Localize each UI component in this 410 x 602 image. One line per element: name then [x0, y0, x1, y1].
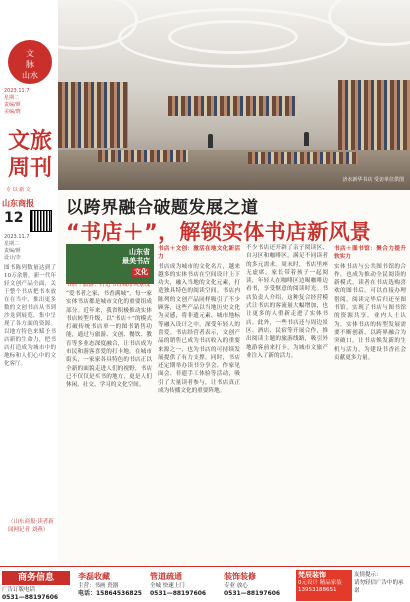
- classified-ads: [0, 566, 410, 602]
- section-heading-2: 书店＋文创：激活在地文化新活力: [158, 246, 240, 261]
- ad-collection-tel[interactable]: 电话：15864536825: [78, 590, 142, 597]
- sidebar-article-text: 图书陈列数量达到了10万余册，新一代年轻文创产品全面，关于整个书店把书本放在在当中，推出更多数的文创书店从书到沙龙到展览，集中呈现了各方面的资源。以地方特色来赋予书店新的生命力，把书店打造成为城市中的地标和人们心中的文化客厅。: [4, 265, 56, 367]
- seal-char-bottom: 山水: [22, 71, 38, 80]
- section-title-line-1: 文旅: [7, 129, 52, 154]
- ad-hot-tel[interactable]: 13953188651: [298, 587, 337, 593]
- left-masthead: [0, 0, 58, 602]
- bookshelf-center: [168, 96, 298, 116]
- meta-line-1: 2023.11.7: [4, 234, 30, 240]
- section-heading-1: 书店＋旅游：打造书香城市风景线: [66, 282, 150, 288]
- meta-line-4: 设计/李: [4, 255, 21, 261]
- column-2-text: 书店成为城市的文化名片，越来越多的实体书店在空间设计上下功夫，融入当地的文化元素，打造独具特色的阅读空间。书店内陈列的文创产品同样吸引了不少顾客，这些产品以当地历史文化为灵感，将非遗元素、城市地标等融入设计之中，深受年轻人的喜爱。书店经营者表示，文创产品的销售已成为书店收入的重要来源之一，也为书店的可持续发展提供了有力支撑。同时，书店还定期举办读书分享会、作家见面会、非遗手工体验等活动，吸引了大量读者参与，让书店真正成为传播文化的重要阵地。: [158, 263, 240, 395]
- ad-plumbing: [150, 571, 218, 601]
- inset-label-line-1: 山东省: [129, 248, 150, 256]
- article-column-4: [334, 244, 406, 566]
- article-column-3: [246, 244, 328, 566]
- ad-plumbing-title: 管道疏通: [150, 572, 182, 581]
- ad-business-tel[interactable]: 0531—88197606: [2, 594, 59, 601]
- column-3-text: 不少书店还开辟了亲子阅读区、自习区和咖啡区，满足不同读者的多元需求。周末时，书店里座无虚席，家长带着孩子一起阅读，年轻人在咖啡区边喝咖啡边看书，享受惬意的阅读时光。书店负责人介绍，这种复合经营模式让书店的客流量大幅增加，也让更多的人重新走进了实体书店。此外，一些书店还与周边景区、酒店、民宿等开展合作，推出阅读主题的旅游线路，吸引外地游客前来打卡，为城市文旅产业注入了新的活力。: [246, 245, 328, 359]
- article-column-2: [158, 244, 240, 566]
- column-4-text: 实体书店与公共图书馆的合作，也成为推动全民阅读的新模式。读者在书店选购喜欢的图书后，可以直接办理借阅，阅读完毕后归还至图书馆，实现了书店与图书馆的资源共享。业内人士认为，实体书店的转型发展需要不断创新，以跨界融合为突破口，让书店焕发新的生机与活力，为建设书香社会贡献更多力量。: [334, 263, 406, 361]
- ad-decoration-tel[interactable]: 0531—88197606: [224, 590, 281, 597]
- ad-notice-line: 请勿轻信广告中的承诺: [354, 580, 404, 594]
- ad-hot-title: 梵辰装饰: [298, 571, 326, 579]
- photo-caption: 济水新华书店 受访单位供图: [342, 177, 404, 183]
- ad-collection-line: 主营：书画 瓷器: [78, 583, 119, 589]
- visitor-figure: [208, 134, 213, 148]
- book-table-left: [98, 150, 188, 162]
- sidebar-byline: （山东商报·读者新闻网记者 刘燕）: [8, 519, 54, 533]
- meta-line-2: 星期二: [4, 241, 20, 247]
- ad-plumbing-line: 全城 快速上门: [150, 583, 185, 589]
- qr-code-icon[interactable]: [30, 210, 52, 232]
- ad-hot-line: 0元设计 精品家装: [298, 579, 342, 586]
- ad-business-title: 商务信息: [2, 571, 70, 585]
- ad-business-sub: 广告订版电话: [2, 587, 36, 593]
- date-line-2: 星期二: [4, 95, 20, 101]
- headline-main: “书店＋”，解锁实体书店新风景: [66, 220, 372, 244]
- meta-line-3: 责编/颜: [4, 248, 21, 254]
- ad-collection: [78, 571, 144, 601]
- bookshelf-left: [58, 82, 128, 148]
- section-heading-3: 书店＋图书馆：聚合力提升软实力: [334, 246, 406, 261]
- visitor-figure: [304, 132, 309, 146]
- bookstore-photo: [58, 0, 410, 190]
- inset-label: [122, 248, 150, 277]
- masthead-seal-logo: [8, 40, 52, 84]
- ceiling-ring-inner: [168, 20, 298, 54]
- edition-meta: [4, 234, 29, 262]
- date-line-1: 2023.11.7: [4, 88, 30, 94]
- seal-char-middle: 脉: [26, 60, 34, 69]
- section-title: [2, 128, 58, 182]
- ad-business: [2, 586, 72, 602]
- inset-graphic: [66, 244, 154, 284]
- seal-char-top: 文: [26, 49, 34, 58]
- ad-notice: [354, 571, 408, 595]
- ad-decoration-line: 专业 放心: [224, 583, 248, 589]
- ad-decoration-title: 装饰装修: [224, 572, 256, 581]
- headline-kicker: 以跨界融合破题发展之道: [66, 198, 259, 218]
- section-subtitle: 专 以 新 文: [6, 187, 31, 193]
- inset-tag: 文化: [134, 268, 148, 276]
- book-table-right: [248, 152, 358, 164]
- article-column-1: [66, 290, 152, 570]
- column-1-text: “爱书者之家，书香满城”，每一家实体书店都是城市文化的重要组成部分。近年来，我省积极推动实体书店转型升级，以“书店＋”的模式打破传统书店单一的图书销售功能，通过与旅游、文创、餐饮、教育等多业态深度融合，让书店成为市民和游客喜爱的打卡地。在城市街头，一家家各具特色的书店正以全新的面貌走进人们的视野，书店已不仅仅是买书的地方，更是人们休闲、社交、学习的文化空间。: [66, 291, 152, 389]
- section-title-line-2: 周刊: [7, 156, 52, 181]
- date-line-4: 美编/晓: [4, 109, 21, 115]
- newspaper-name: 山东商报: [2, 199, 34, 208]
- page-number: 12: [4, 210, 24, 226]
- ad-collection-title: 李磊收藏: [78, 572, 110, 581]
- ad-hot-promo: [296, 570, 352, 601]
- ad-plumbing-tel[interactable]: 0531—88197606: [150, 590, 207, 597]
- bookshelf-right: [338, 80, 410, 150]
- ad-decoration: [224, 571, 292, 601]
- ad-notice-title: 友情提示：: [354, 572, 382, 578]
- masthead-date: [4, 88, 29, 116]
- date-line-3: 责编/颜: [4, 102, 21, 108]
- inset-label-line-2: 最美书店: [122, 257, 150, 265]
